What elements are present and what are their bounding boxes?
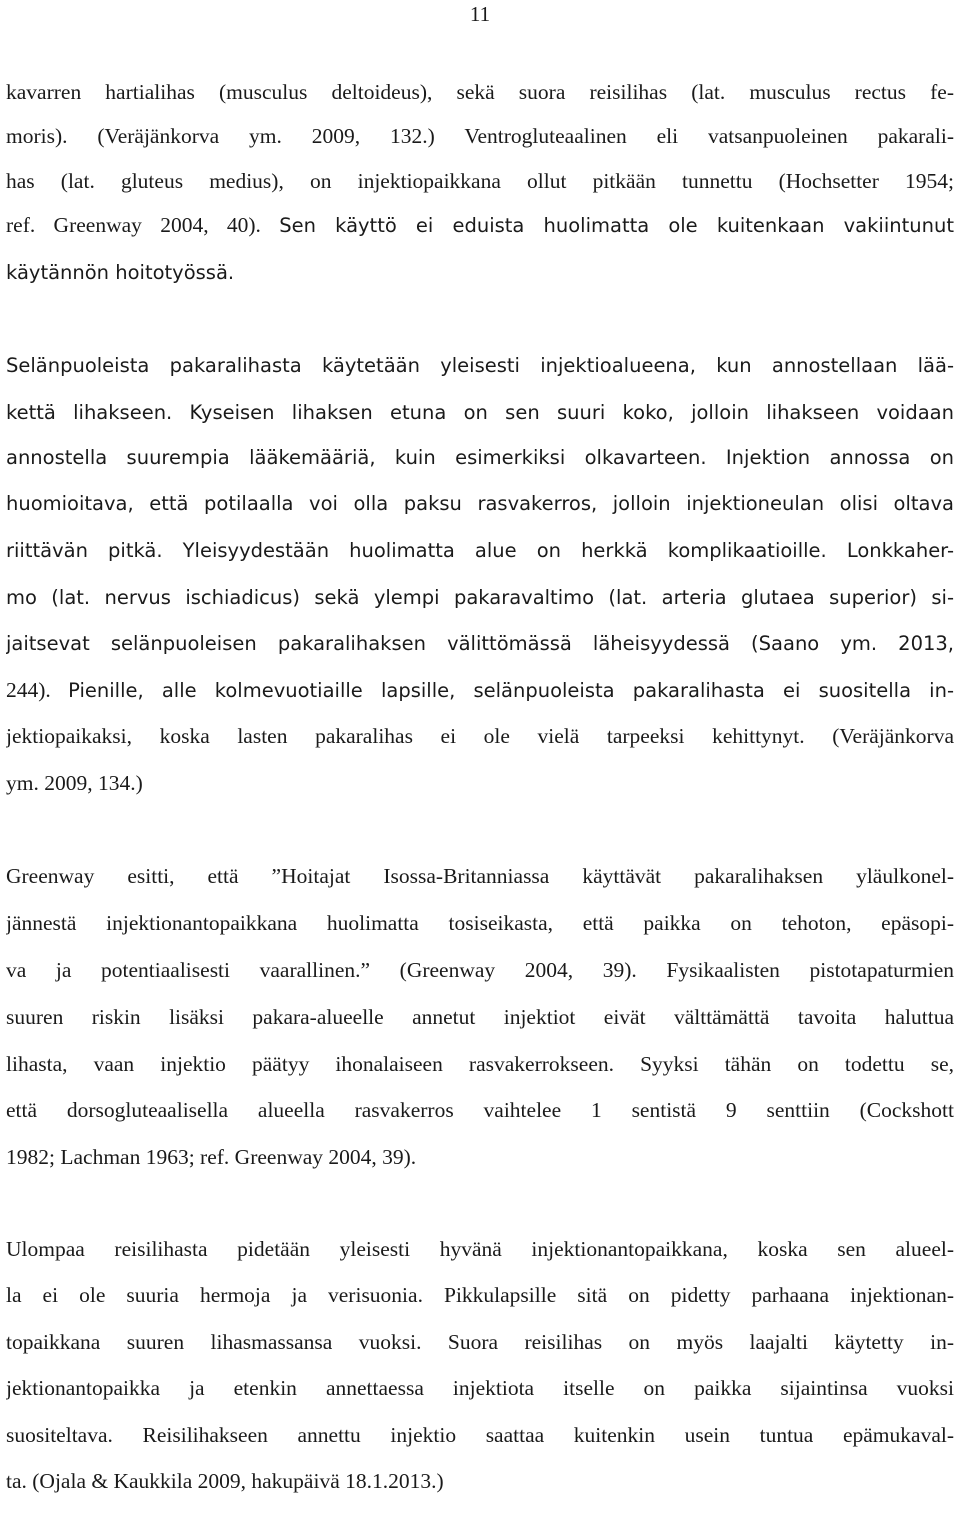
text-line: jännestä injektionantopaikkana huolimatta tosiseikasta, että paikka on tehoton, epäsopi- [6, 911, 954, 935]
text-line: ref. Greenway 2004, 40). Sen käyttö ei eduista huolimatta ole kuitenkaan vakiintunut [6, 213, 954, 237]
text-line: suositeltava. Reisilihakseen annettu injektio saattaa kuitenkin usein tuntua epämukaval- [6, 1423, 954, 1447]
text-line: huomioitava, että potilaalla voi olla paksu rasvakerros, jolloin injektioneulan olisi oltava [6, 492, 954, 515]
text-line: Ulompaa reisilihasta pidetään yleisesti hyvänä injektionantopaikkana, koska sen alueel- [6, 1237, 954, 1261]
text-line: jektiopaikaksi, koska lasten pakaralihas ei ole vielä tarpeeksi kehittynyt. (Veräjänkorva [6, 724, 954, 748]
text-line: ym. 2009, 134.) [6, 771, 143, 795]
text-line: lihasta, vaan injektio päätyy ihonalaiseen rasvakerrokseen. Syyksi tähän on todettu se, [6, 1052, 954, 1076]
text-line: käytännön hoitotyössä. [6, 261, 235, 284]
text-line: suuren riskin lisäksi pakara-alueelle annetut injektiot eivät välttämättä tavoita haluttua [6, 1005, 954, 1029]
text-line: 1982; Lachman 1963; ref. Greenway 2004, 39). [6, 1145, 417, 1169]
page-number: 11 [469, 2, 491, 26]
text-line: moris). (Veräjänkorva ym. 2009, 132.) Ventrogluteaalinen eli vatsanpuoleinen pakarali- [6, 124, 954, 148]
text-line: va ja potentiaalisesti vaarallinen.” (Greenway 2004, 39). Fysikaalisten pistotapaturmien [6, 958, 954, 982]
text-line: Selänpuoleista pakaralihasta käytetään yleisesti injektioalueena, kun annostellaan lää- [6, 354, 954, 377]
text-line: la ei ole suuria hermoja ja verisuonia. Pikkulapsille sitä on pidetty parhaana injektionan- [6, 1283, 954, 1307]
text-line: 244). Pienille, alle kolmevuotiaille lapsille, selänpuoleista pakaralihasta ei suositella in- [6, 678, 954, 702]
text-line: topaikkana suuren lihasmassansa vuoksi. Suora reisilihas on myös laajalti käytetty in- [6, 1330, 954, 1354]
text-line: annostella suurempia lääkemääriä, kuin esimerkiksi olkavarteen. Injektion annossa on [6, 446, 954, 469]
text-line: jektionantopaikka ja etenkin annettaessa injektiota itselle on paikka sijaintinsa vuoksi [6, 1376, 954, 1400]
text-line: että dorsogluteaalisella alueella rasvakerros vaihtelee 1 sentistä 9 senttiin (Cockshott [6, 1098, 954, 1122]
text-line: kettä lihakseen. Kyseisen lihaksen etuna on sen suuri koko, jolloin lihakseen voidaan [6, 401, 954, 424]
text-line: kavarren hartialihas (musculus deltoideus), sekä suora reisilihas (lat. musculus rectus fe- [6, 80, 954, 104]
text-line: Greenway esitti, että ”Hoitajat Isossa-Britanniassa käyttävät pakaralihaksen yläulkonel- [6, 864, 954, 888]
text-line: riittävän pitkä. Yleisyydestään huolimatta alue on herkkä komplikaatioille. Lonkkaher- [6, 539, 954, 562]
text-line: mo (lat. nervus ischiadicus) sekä ylempi pakaravaltimo (lat. arteria glutaea superior) si- [6, 586, 954, 609]
text-line: has (lat. gluteus medius), on injektiopaikkana ollut pitkään tunnettu (Hochsetter 1954; [6, 169, 954, 193]
text-line: ta. (Ojala & Kaukkila 2009, hakupäivä 18.1.2013.) [6, 1469, 444, 1493]
text-line: jaitsevat selänpuoleisen pakaralihaksen välittömässä läheisyydessä (Saano ym. 2013, [6, 632, 954, 655]
